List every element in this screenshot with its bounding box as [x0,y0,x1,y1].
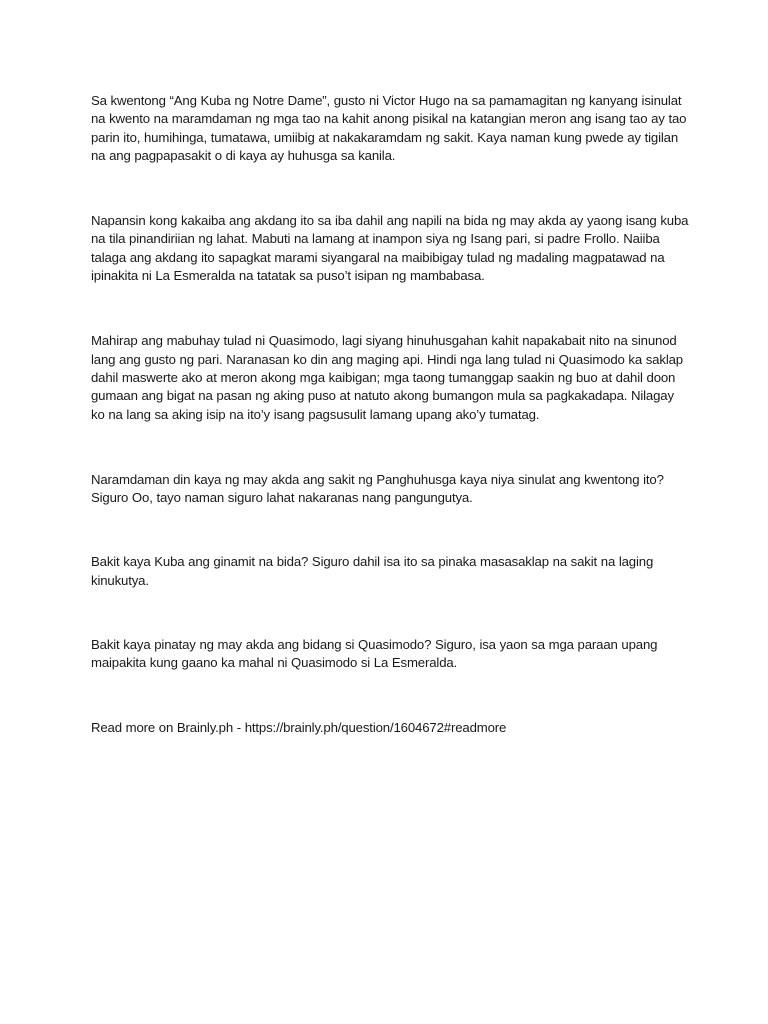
paragraph-intro: Sa kwentong “Ang Kuba ng Notre Dame”, gusto ni Victor Hugo na sa pamamagitan ng kanyang isinulat na kwento na maramdaman ng mga tao na kahit anong pisikal na katangian meron ang isang tao ay tao parin ito, humihinga, tumatawa, umiibig at nakakaramdam ng sakit. Kaya naman kung pwede ay tigilan na ang pagpapasakit o di kaya ay huhusga sa kanila. [91,93,687,163]
paragraph-question-hunchback: Bakit kaya Kuba ang ginamit na bida? Siguro dahil isa ito sa pinaka masasaklap na sakit na laging kinukutya. [91,554,654,588]
paragraph-reflection: Mahirap ang mabuhay tulad ni Quasimodo, lagi siyang hinuhusgahan kahit napakabait nito na sinunod lang ang gusto ng pari. Naranasan ko din ang maging api. Hindi nga lang tulad ni Quasimodo ka saklap dahil maswerte ako at meron akong mga kaibigan; mga taong tumanggap saakin ng buo at dahil doon gumaan ang bigat na pasan ng aking puso at natuto akong bumangon mula sa pagkakadapa. Nilagay ko na lang sa aking isip na ito’y isang pagsusulit lamang upang ako’y tumatag. [91,333,683,422]
paragraph-question-author: Naramdaman din kaya ng may akda ang sakit ng Panghuhusga kaya niya sinulat ang kwentong ito? Siguro Oo, tayo naman siguro lahat nakaranas nang pangungutya. [91,471,664,506]
paragraph-question-death: Bakit kaya pinatay ng may akda ang bidang si Quasimodo? Siguro, isa yaon sa mga paraan upang maipakita kung gaano ka mahal ni Quasimodo si La Esmeralda. [91,637,658,671]
read-more-line: Read more on Brainly.ph - https://brainly.ph/question/1604672#readmore [91,719,507,735]
document-body [91,92,691,737]
paragraph-observation: Napansin kong kakaiba ang akdang ito sa iba dahil ang napili na bida ng may akda ay yaong isang kuba na tila pinandiriian ng lahat. Mabuti na lamang at inampon siya ng Isang pari, si padre Frollo. Naiiba talaga ang akdang ito sapagkat marami siyangaral na maibibigay tulad ng madaling magpatawad na ipinakita ni La Esmeralda na tatatak sa puso’t isipan ng mambabasa. [91,213,689,284]
